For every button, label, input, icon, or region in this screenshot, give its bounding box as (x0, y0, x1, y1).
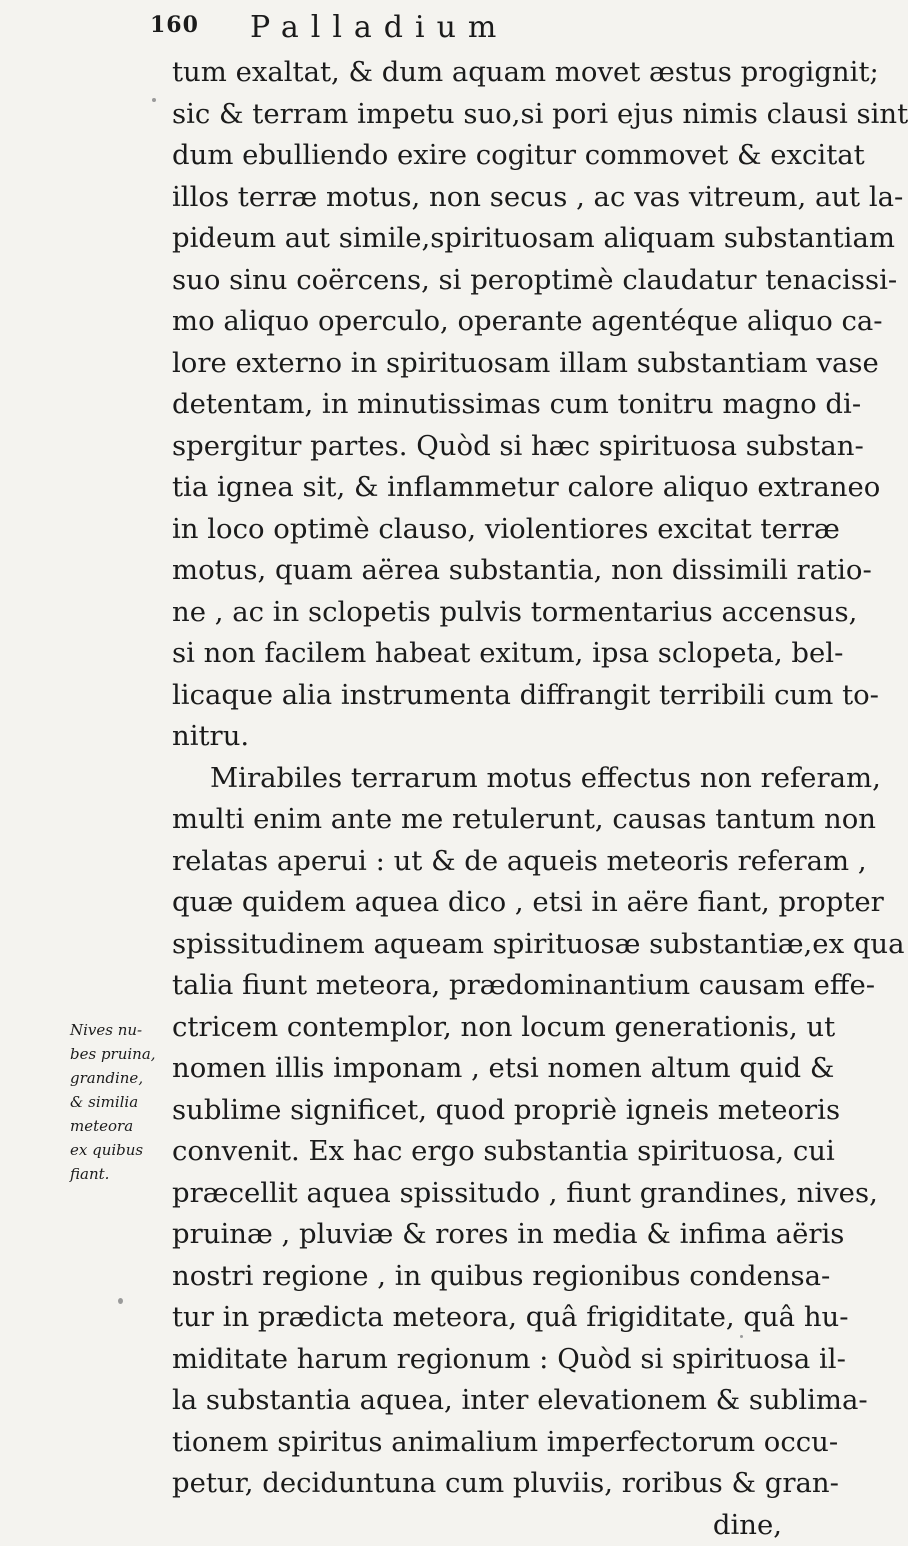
ink-speck (740, 1335, 743, 1338)
text-line: dum ebulliendo exire cogitur commovet & excitat (172, 135, 782, 177)
running-head: Palladium (250, 10, 508, 45)
ink-speck (118, 1298, 123, 1304)
text-line: in loco optimè clauso, violentiores excitat terræ (172, 509, 782, 551)
text-line: tur in prædicta meteora, quâ frigiditate, quâ hu- (172, 1297, 782, 1339)
text-line: tia ignea sit, & inflammetur calore aliquo extraneo (172, 467, 782, 509)
text-line: lore externo in spirituosam illam substantiam vase (172, 343, 782, 385)
text-line: motus, quam aërea substantia, non dissimili ratio- (172, 550, 782, 592)
text-line: relatas aperui : ut & de aqueis meteoris referam , (172, 841, 782, 883)
text-line: multi enim ante me retulerunt, causas tantum non (172, 799, 782, 841)
text-line: nomen illis imponam , etsi nomen altum quid & (172, 1048, 782, 1090)
text-line: miditate harum regionum : Quòd si spirituosa il- (172, 1339, 782, 1381)
text-line: nostri regione , in quibus regionibus condensa- (172, 1256, 782, 1298)
text-line: sic & terram impetu suo,si pori ejus nimis clausi sint (172, 94, 782, 136)
text-line: Mirabiles terrarum motus effectus non referam, (172, 758, 782, 800)
text-line: quæ quidem aquea dico , etsi in aëre fiant, propter (172, 882, 782, 924)
text-line: illos terræ motus, non secus , ac vas vitreum, aut la- (172, 177, 782, 219)
marginal-note (70, 1018, 170, 1186)
text-line: tum exaltat, & dum aquam movet æstus progignit; (172, 52, 782, 94)
marginal-line: fiant. (70, 1162, 170, 1186)
text-line: mo aliquo operculo, operante agentéque aliquo ca- (172, 301, 782, 343)
text-line: spissitudinem aqueam spirituosæ substantiæ,ex qua (172, 924, 782, 966)
text-line: pideum aut simile,spirituosam aliquam substantiam (172, 218, 782, 260)
text-line: la substantia aquea, inter elevationem & sublima- (172, 1380, 782, 1422)
text-line: præcellit aquea spissitudo , fiunt grandines, nives, (172, 1173, 782, 1215)
marginal-line: meteora (70, 1114, 170, 1138)
marginal-line: & similia (70, 1090, 170, 1114)
text-line: licaque alia instrumenta diffrangit terribili cum to- (172, 675, 782, 717)
text-line: suo sinu coërcens, si peroptimè claudatur tenacissi- (172, 260, 782, 302)
marginal-line: grandine, (70, 1066, 170, 1090)
ink-speck (152, 98, 156, 102)
text-line: convenit. Ex hac ergo substantia spirituosa, cui (172, 1131, 782, 1173)
text-line: detentam, in minutissimas cum tonitru magno di- (172, 384, 782, 426)
catchword: dine, (172, 1505, 782, 1546)
page-number: 160 (150, 12, 199, 38)
marginal-line: Nives nu- (70, 1018, 170, 1042)
text-line: ne , ac in sclopetis pulvis tormentarius accensus, (172, 592, 782, 634)
text-line: si non facilem habeat exitum, ipsa sclopeta, bel- (172, 633, 782, 675)
marginal-line: bes pruina, (70, 1042, 170, 1066)
text-line: talia fiunt meteora, prædominantium causam effe- (172, 965, 782, 1007)
text-line: sublime significet, quod propriè igneis meteoris (172, 1090, 782, 1132)
body-text (172, 52, 782, 1546)
text-line: tionem spiritus animalium imperfectorum occu- (172, 1422, 782, 1464)
text-line: nitru. (172, 716, 782, 758)
text-line: pruinæ , pluviæ & rores in media & infima aëris (172, 1214, 782, 1256)
text-line: ctricem contemplor, non locum generationis, ut (172, 1007, 782, 1049)
text-line: spergitur partes. Quòd si hæc spirituosa substan- (172, 426, 782, 468)
marginal-line: ex quibus (70, 1138, 170, 1162)
text-line: petur, deciduntuna cum pluviis, roribus & gran- (172, 1463, 782, 1505)
